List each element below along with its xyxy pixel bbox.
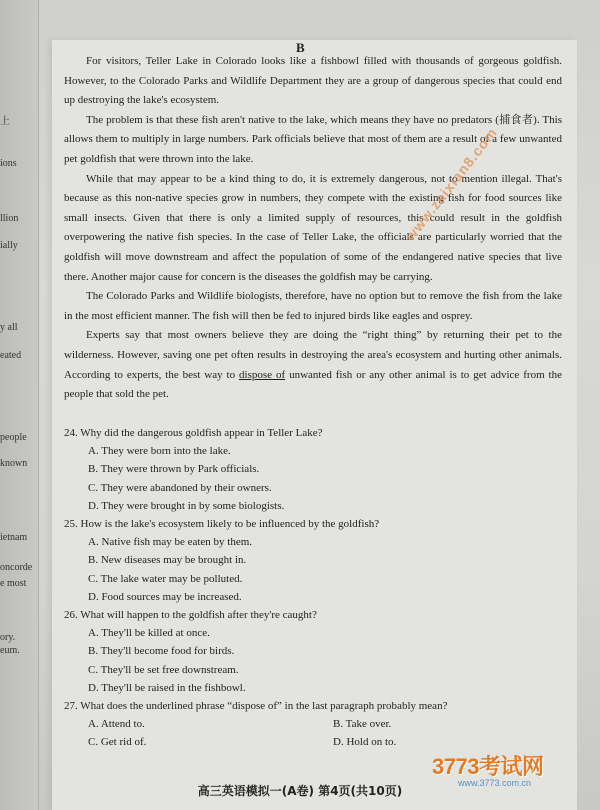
adjacent-page-fragment: ially bbox=[0, 240, 18, 251]
option-a: A. Attend to. bbox=[88, 718, 145, 731]
question-stem: 25. How is the lake's ecosystem likely to be influenced by the goldfish? bbox=[64, 518, 380, 531]
option-b: B. They'll become food for birds. bbox=[88, 645, 235, 658]
question-stem: 24. Why did the dangerous goldfish appear in Teller Lake? bbox=[64, 427, 323, 439]
option-d: D. They were brought in by some biologists. bbox=[88, 499, 285, 512]
watermark-url: www.zaixian8.com bbox=[402, 124, 501, 244]
question-27 bbox=[64, 697, 562, 752]
question-stem: 26. What will happen to the goldfish after they're caught? bbox=[64, 609, 317, 622]
page-footer: 高三英语模拟一(A卷) 第4页(共10页) bbox=[197, 784, 403, 798]
site-logo-url: www.3773.com.cn bbox=[458, 778, 532, 788]
adjacent-page-fragment: people bbox=[0, 432, 27, 443]
option-b: B. Take over. bbox=[333, 718, 392, 731]
adjacent-page-fragment: e most bbox=[0, 578, 27, 589]
question-26 bbox=[64, 606, 562, 697]
option-c: C. They were abandoned by their owners. bbox=[88, 481, 272, 494]
reading-passage bbox=[64, 52, 562, 405]
adjacent-page-fragment: known bbox=[0, 458, 28, 469]
paragraph-4: The Colorado Parks and Wildlife biologists, therefore, have no option but to remove the fish from the lake in the most efficient manner. The fish will then be fed to injured birds like eagles and osprey. bbox=[64, 290, 562, 322]
adjacent-page-fragment: y all bbox=[0, 322, 18, 333]
option-b: B. New diseases may be brought in. bbox=[88, 554, 247, 567]
question-25 bbox=[64, 515, 562, 606]
option-c: C. They'll be set free downstream. bbox=[88, 663, 239, 676]
section-title: B bbox=[296, 40, 305, 55]
site-logo: 3773考试网 bbox=[432, 754, 544, 779]
paragraph-2: The problem is that these fish aren't native to the lake, which means they have no predators (捕食者). This allows them to multiply in large numbers. Park officials believe that most of them are a result of a few unwanted pet goldfish that were thrown into the lake. bbox=[64, 113, 562, 165]
adjacent-page-fragment: ietnam bbox=[0, 532, 28, 543]
adjacent-page-fragment: ions bbox=[0, 158, 17, 169]
option-a: A. Native fish may be eaten by them. bbox=[88, 536, 253, 549]
option-d: D. They'll be raised in the fishbowl. bbox=[88, 681, 246, 694]
option-d: D. Hold on to. bbox=[333, 736, 397, 749]
option-a: A. They'll be killed at once. bbox=[88, 627, 210, 640]
adjacent-page-fragment: eum. bbox=[0, 645, 20, 656]
option-row bbox=[88, 715, 562, 733]
option-a: A. They were born into the lake. bbox=[88, 445, 231, 458]
paragraph-3: While that may appear to be a kind thing to do, it is extremely dangerous, not to mention illegal. That's because as this non-native species grow in numbers, they compete with the existing fish for food sources like small insects. Given that there is only a limited supply of resources, this could result in the goldfish overpowering the native fish species. In the case of Teller Lake, the officials are particularly worried that the goldfish will move downstream and affect the population of some of the endangered native species that live there. Another major cause for concern is the diseases the goldfish may be carrying. bbox=[64, 172, 562, 283]
option-d: D. Food sources may be increased. bbox=[88, 590, 242, 603]
option-c: C. The lake water may be polluted. bbox=[88, 572, 243, 585]
questions-list bbox=[64, 424, 562, 752]
adjacent-page-fragment: 上 bbox=[0, 116, 10, 127]
option-b: B. They were thrown by Park officials. bbox=[88, 463, 260, 476]
paragraph-1: For visitors, Teller Lake in Colorado looks like a fishbowl filled with thousands of gorgeous goldfish. However, to the Colorado Parks and Wildlife Department they are a group of dangerous species that could end up destroying the lake's ecosystem. bbox=[64, 55, 562, 107]
adjacent-page-fragment: ory. bbox=[0, 632, 16, 643]
adjacent-page-fragment: oncorde bbox=[0, 562, 33, 573]
option-c: C. Get rid of. bbox=[88, 736, 147, 749]
adjacent-page-fragment: llion bbox=[0, 213, 19, 224]
question-stem: 27. What does the underlined phrase “dispose of” in the last paragraph probably mean? bbox=[64, 700, 448, 713]
paragraph-5 bbox=[64, 326, 562, 404]
question-24 bbox=[64, 424, 562, 515]
paragraph-5-text-before: Experts say that most owners believe they are doing the “right thing” by returning their pet to the wilderness. However, saving one pet often results in destroying the area's ecosystem and hurting other animals. According to experts, the best way to bbox=[64, 329, 562, 381]
option-row bbox=[88, 733, 562, 751]
adjacent-page-fragment: eated bbox=[0, 350, 22, 361]
underlined-phrase: dispose of bbox=[239, 368, 286, 381]
paragraph-5-text-after: unwanted fish or any other animal is to get advice from the people that sold the pet. bbox=[64, 368, 562, 401]
